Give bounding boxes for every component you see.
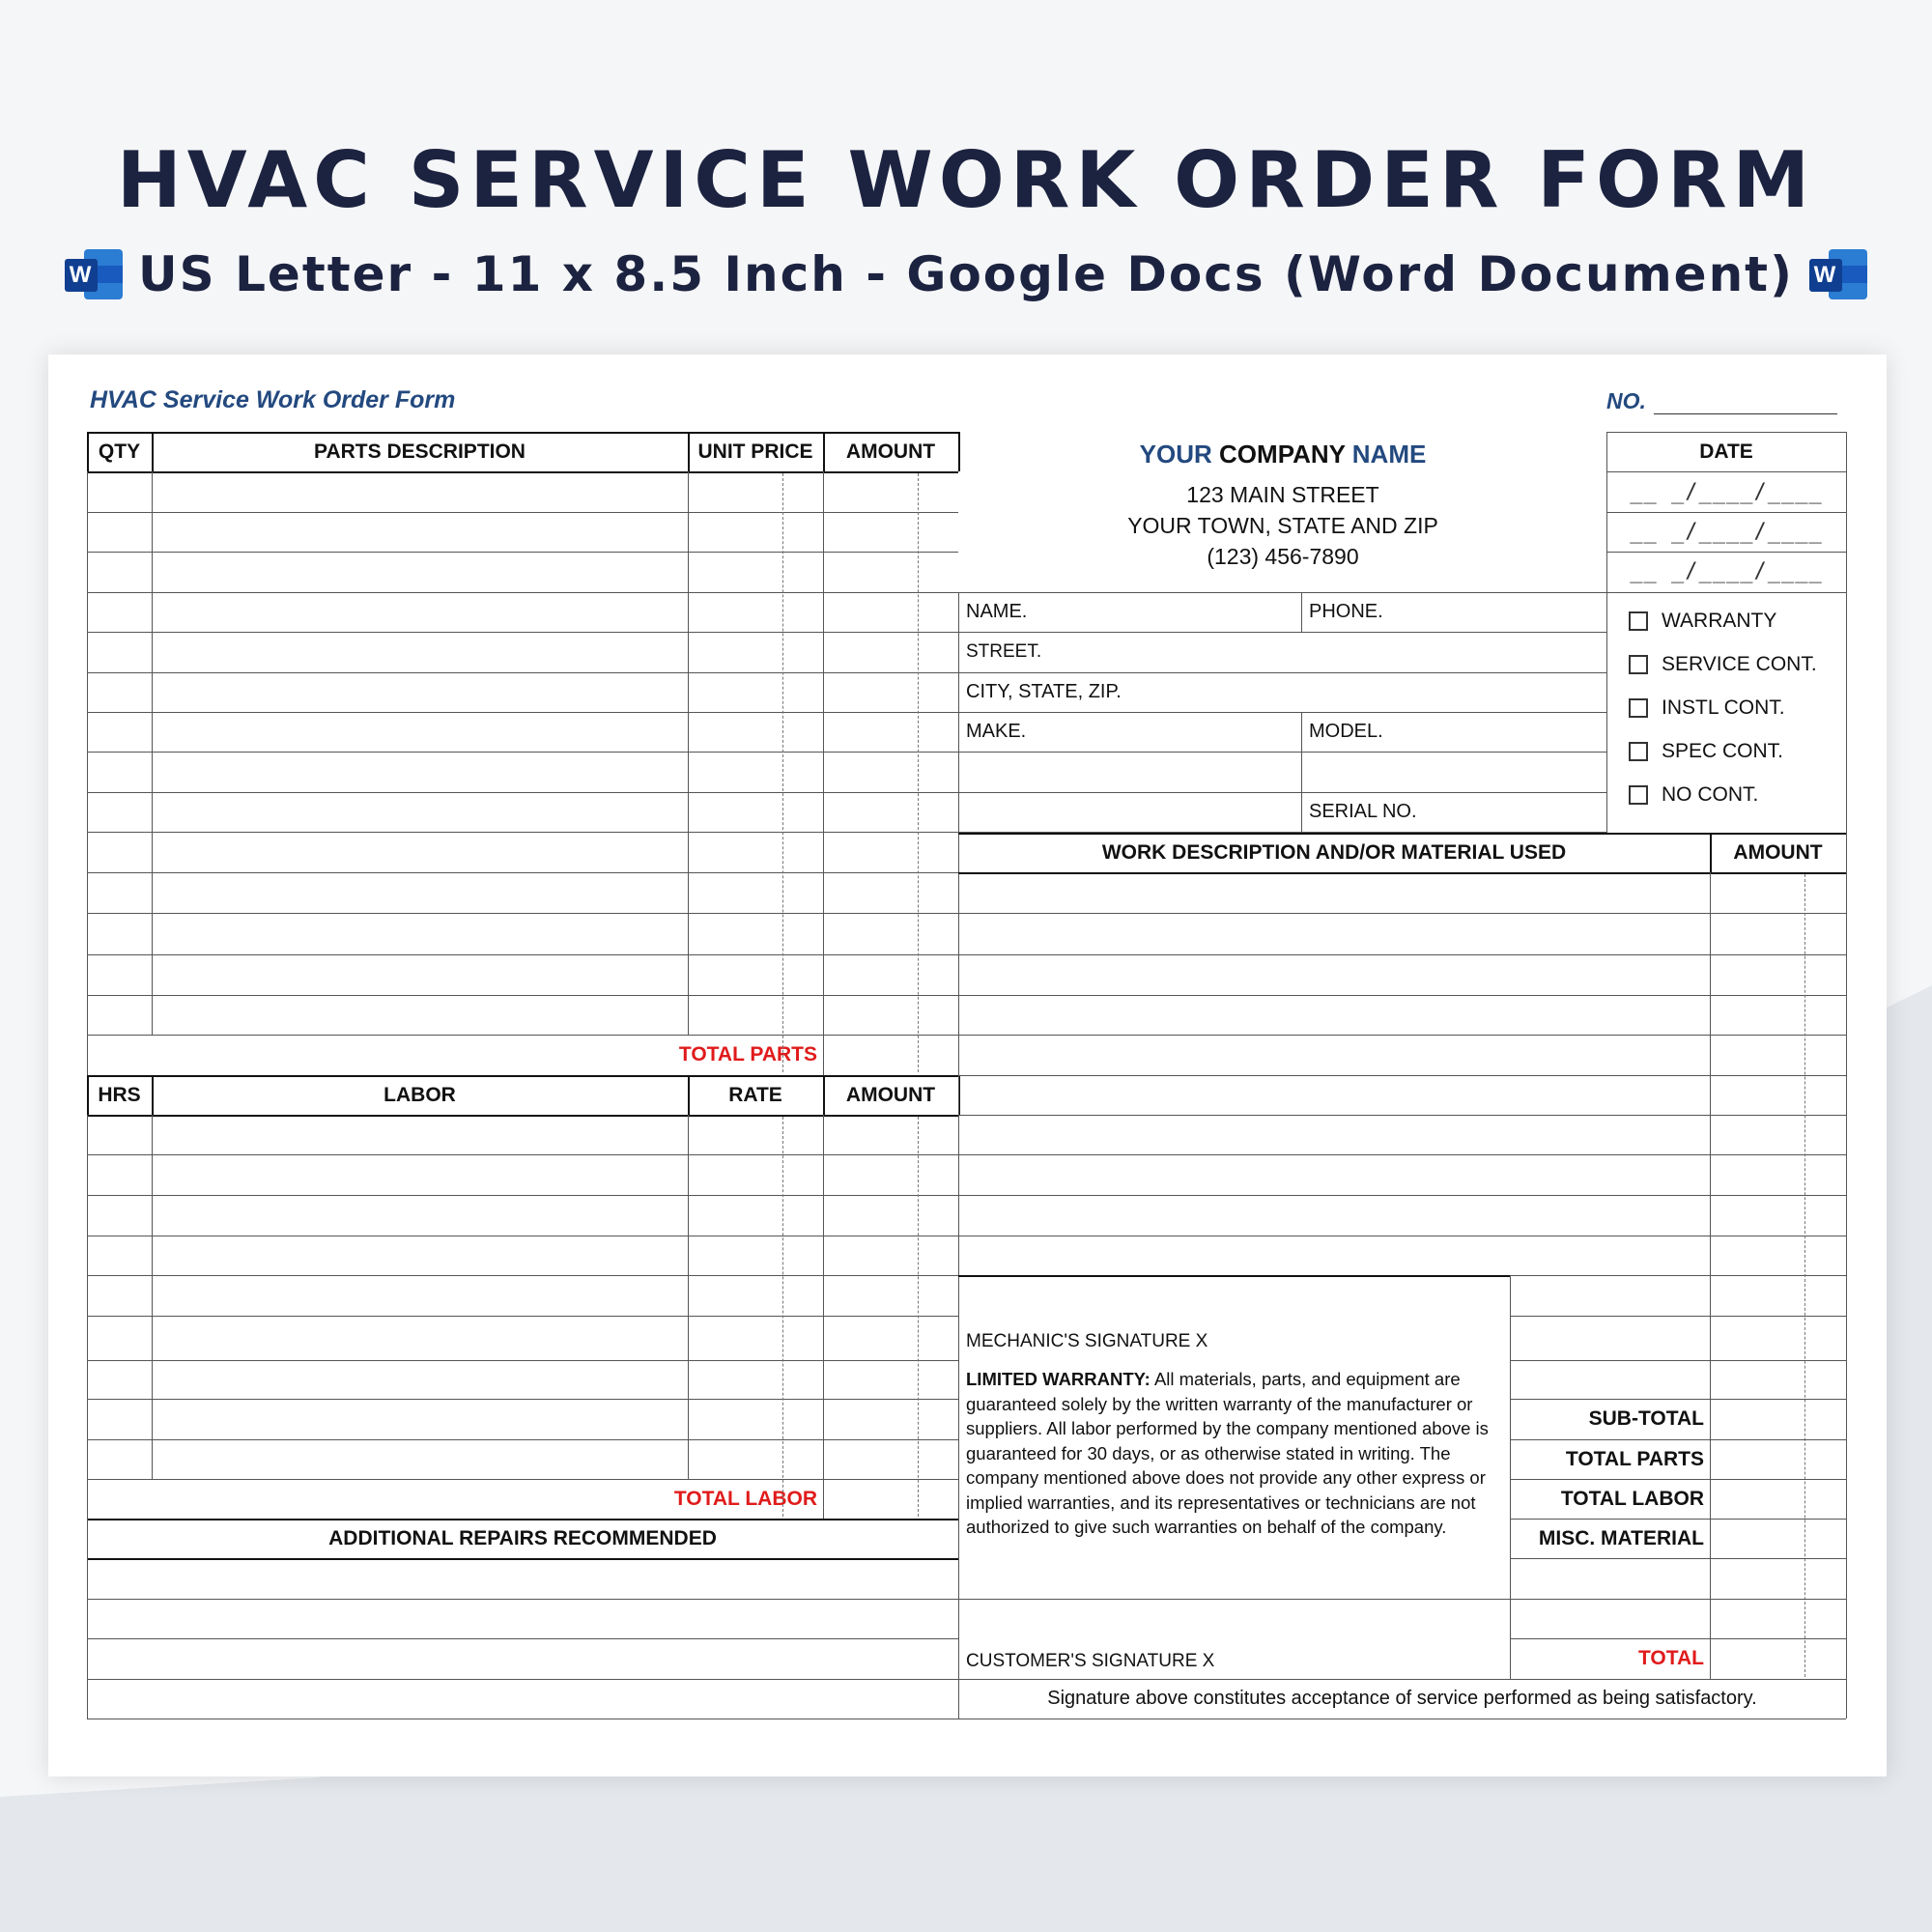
grid-line <box>87 995 958 996</box>
grid-line <box>1606 471 1846 472</box>
grid-line <box>87 1519 958 1520</box>
grid-line <box>1510 1360 1846 1361</box>
grid-line <box>958 1115 1846 1116</box>
subtitle-text: US Letter - 11 x 8.5 Inch - Google Docs (Word Document) <box>138 246 1794 302</box>
grid-line <box>87 1399 958 1400</box>
company-street: 123 MAIN STREET <box>1186 482 1379 507</box>
grid-line <box>958 632 1606 633</box>
form-number-label: NO. <box>1606 388 1646 413</box>
grid-line <box>87 752 958 753</box>
misc-material-label: MISC. MATERIAL <box>1538 1526 1704 1549</box>
grid-line <box>87 1075 89 1115</box>
grid-line <box>958 432 960 471</box>
grid-line <box>958 792 1606 793</box>
grid-line <box>87 1035 958 1036</box>
grid-line <box>958 995 1846 996</box>
grid-line <box>1510 1558 1846 1559</box>
grid-line <box>958 672 1606 673</box>
grid-line <box>1846 432 1847 1719</box>
checkbox-service-cont[interactable]: SERVICE CONT. <box>1629 650 1841 679</box>
page-subtitle <box>0 246 1932 302</box>
grid-line <box>152 432 154 471</box>
col-header-parts-description: PARTS DESCRIPTION <box>314 440 526 463</box>
cents-divider <box>918 1117 919 1517</box>
grid-line <box>1510 1479 1846 1480</box>
cents-divider <box>782 473 783 1072</box>
grid-line <box>1301 592 1302 632</box>
customer-phone-field[interactable]: PHONE. <box>1309 601 1383 622</box>
grid-line <box>87 1679 958 1680</box>
work-amount-header: AMOUNT <box>1733 840 1823 864</box>
total-labor-summary-label: TOTAL LABOR <box>1560 1487 1704 1510</box>
grid-line <box>1606 432 1607 833</box>
grid-line <box>87 1195 958 1196</box>
grid-line <box>958 1275 1510 1277</box>
grid-line <box>87 432 958 434</box>
grid-line <box>823 471 824 1075</box>
grid-line <box>958 1035 1846 1036</box>
company-phone: (123) 456-7890 <box>1207 544 1359 569</box>
grid-line <box>688 1075 690 1115</box>
grid-line <box>87 1558 958 1560</box>
grid-line <box>87 1638 958 1639</box>
model-field[interactable]: MODEL. <box>1309 721 1383 742</box>
grid-line <box>688 471 689 1035</box>
total-parts-summary-label: TOTAL PARTS <box>1565 1447 1704 1470</box>
grid-line <box>87 552 958 553</box>
grid-line <box>87 432 89 471</box>
limited-warranty-text: LIMITED WARRANTY: All materials, parts, and equipment are guaranteed solely by the written warranty of the manufacturer or suppliers. All labor performed by the company mentioned above is guaranteed for 30 days, or as otherwise stated in writing. The company mentioned above does not provide any other express or implied warranties, and its representatives or technicians are not authorized to give such warranties on behalf of the company. <box>966 1369 1489 1537</box>
grid-line <box>1510 1399 1846 1400</box>
make-field[interactable]: MAKE. <box>966 721 1027 742</box>
checkbox-icon <box>1629 742 1648 761</box>
grid-line <box>87 913 958 914</box>
grid-line <box>1606 432 1846 433</box>
company-info <box>959 440 1606 572</box>
form-number-field[interactable] <box>1654 413 1837 414</box>
cents-divider <box>1804 874 1805 1677</box>
customer-street-field[interactable]: STREET. <box>966 640 1042 662</box>
grid-line <box>87 1075 958 1077</box>
grid-line <box>87 632 958 633</box>
grid-line <box>958 1154 1846 1155</box>
grid-line <box>87 792 958 793</box>
grid-line <box>87 712 958 713</box>
serial-number-field[interactable]: SERIAL NO. <box>1309 801 1417 822</box>
grid-line <box>1510 1519 1846 1520</box>
grid-line <box>958 592 959 1719</box>
grid-line <box>958 954 1846 955</box>
company-town: YOUR TOWN, STATE AND ZIP <box>1127 513 1438 538</box>
col-header-labor-amount: AMOUNT <box>845 1083 936 1106</box>
col-header-unit-price: UNIT PRICE <box>697 440 813 463</box>
grid-line <box>823 1115 824 1519</box>
additional-repairs-header: ADDITIONAL REPAIRS RECOMMENDED <box>328 1526 717 1549</box>
grid-line <box>87 471 958 473</box>
grid-line <box>87 1599 958 1600</box>
word-document-icon: W <box>1809 249 1867 299</box>
grid-line <box>1510 1638 1846 1639</box>
checkbox-instl-cont[interactable]: INSTL CONT. <box>1629 694 1841 723</box>
checkbox-icon <box>1629 785 1648 805</box>
total-parts-label: TOTAL PARTS <box>678 1042 817 1065</box>
subtotal-label: SUB-TOTAL <box>1588 1406 1704 1430</box>
date-header: DATE <box>1699 440 1753 463</box>
acceptance-note: Signature above constitutes acceptance of service performed as being satisfactory. <box>1047 1688 1757 1709</box>
grid-line <box>87 1154 958 1155</box>
grid-line <box>152 471 153 1035</box>
form-title: HVAC Service Work Order Form <box>90 386 456 413</box>
col-header-amount: AMOUNT <box>845 440 936 463</box>
word-document-icon: W <box>65 249 123 299</box>
grid-line <box>688 1115 689 1479</box>
grid-line <box>1710 833 1712 872</box>
grid-line <box>87 1360 958 1361</box>
grand-total-label: TOTAL <box>1637 1646 1704 1669</box>
grid-line <box>958 712 1606 713</box>
grid-line <box>1510 1316 1846 1317</box>
grid-line <box>1301 712 1302 832</box>
grid-line <box>1510 1275 1511 1679</box>
col-header-labor: LABOR <box>384 1083 456 1106</box>
grid-line <box>823 432 825 471</box>
col-header-rate: RATE <box>728 1083 782 1106</box>
grid-line <box>87 672 958 673</box>
grid-line <box>87 592 958 593</box>
date-field[interactable]: __ _/____/____ <box>1630 520 1823 544</box>
grid-line <box>1510 1599 1846 1600</box>
total-labor-label: TOTAL LABOR <box>673 1487 817 1510</box>
grid-line <box>1510 1439 1846 1440</box>
grid-line <box>1606 512 1846 513</box>
customer-name-field[interactable]: NAME. <box>966 601 1028 622</box>
grid-line <box>87 1439 958 1440</box>
col-header-qty: QTY <box>98 440 141 463</box>
grid-line <box>958 913 1846 914</box>
checkbox-icon <box>1629 698 1648 718</box>
checkbox-warranty[interactable]: WARRANTY <box>1629 607 1841 636</box>
grid-line <box>958 833 1846 835</box>
grid-line <box>87 1479 958 1480</box>
grid-line <box>87 512 958 513</box>
grid-line <box>152 1075 154 1115</box>
company-name: YOUR COMPANY NAME <box>1139 440 1427 469</box>
grid-line <box>958 592 1606 593</box>
checkbox-icon <box>1629 655 1648 674</box>
grid-line <box>958 752 1606 753</box>
cents-divider <box>782 1117 783 1517</box>
checkbox-no-cont[interactable]: NO CONT. <box>1629 781 1841 810</box>
grid-line <box>87 832 958 833</box>
grid-line <box>688 432 690 471</box>
grid-line <box>958 1599 1510 1600</box>
customer-signature-field[interactable]: CUSTOMER'S SIGNATURE X <box>966 1650 1215 1671</box>
customer-city-field[interactable]: CITY, STATE, ZIP. <box>966 681 1122 702</box>
col-header-hrs: HRS <box>98 1083 141 1106</box>
grid-line <box>823 1075 825 1115</box>
grid-line <box>1606 592 1846 593</box>
checkbox-icon <box>1629 611 1648 631</box>
grid-line <box>958 1075 1846 1076</box>
grid-line <box>87 954 958 955</box>
grid-line <box>152 1115 153 1479</box>
grid-line <box>87 1275 958 1276</box>
grid-line <box>87 872 958 873</box>
grid-line <box>958 1195 1846 1196</box>
date-field[interactable]: __ _/____/____ <box>1630 559 1823 583</box>
grid-line <box>87 1115 958 1117</box>
grid-line <box>958 1679 1846 1680</box>
work-description-header: WORK DESCRIPTION AND/OR MATERIAL USED <box>1101 840 1567 864</box>
cents-divider <box>918 473 919 1072</box>
grid-line <box>87 1316 958 1317</box>
grid-line <box>958 872 1846 874</box>
date-field[interactable]: __ _/____/____ <box>1630 480 1823 504</box>
mechanic-signature-field[interactable]: MECHANIC'S SIGNATURE X <box>966 1330 1208 1351</box>
checkbox-spec-cont[interactable]: SPEC CONT. <box>1629 737 1841 766</box>
grid-line <box>1606 552 1846 553</box>
page-title: HVAC SERVICE WORK ORDER FORM <box>116 135 1816 225</box>
